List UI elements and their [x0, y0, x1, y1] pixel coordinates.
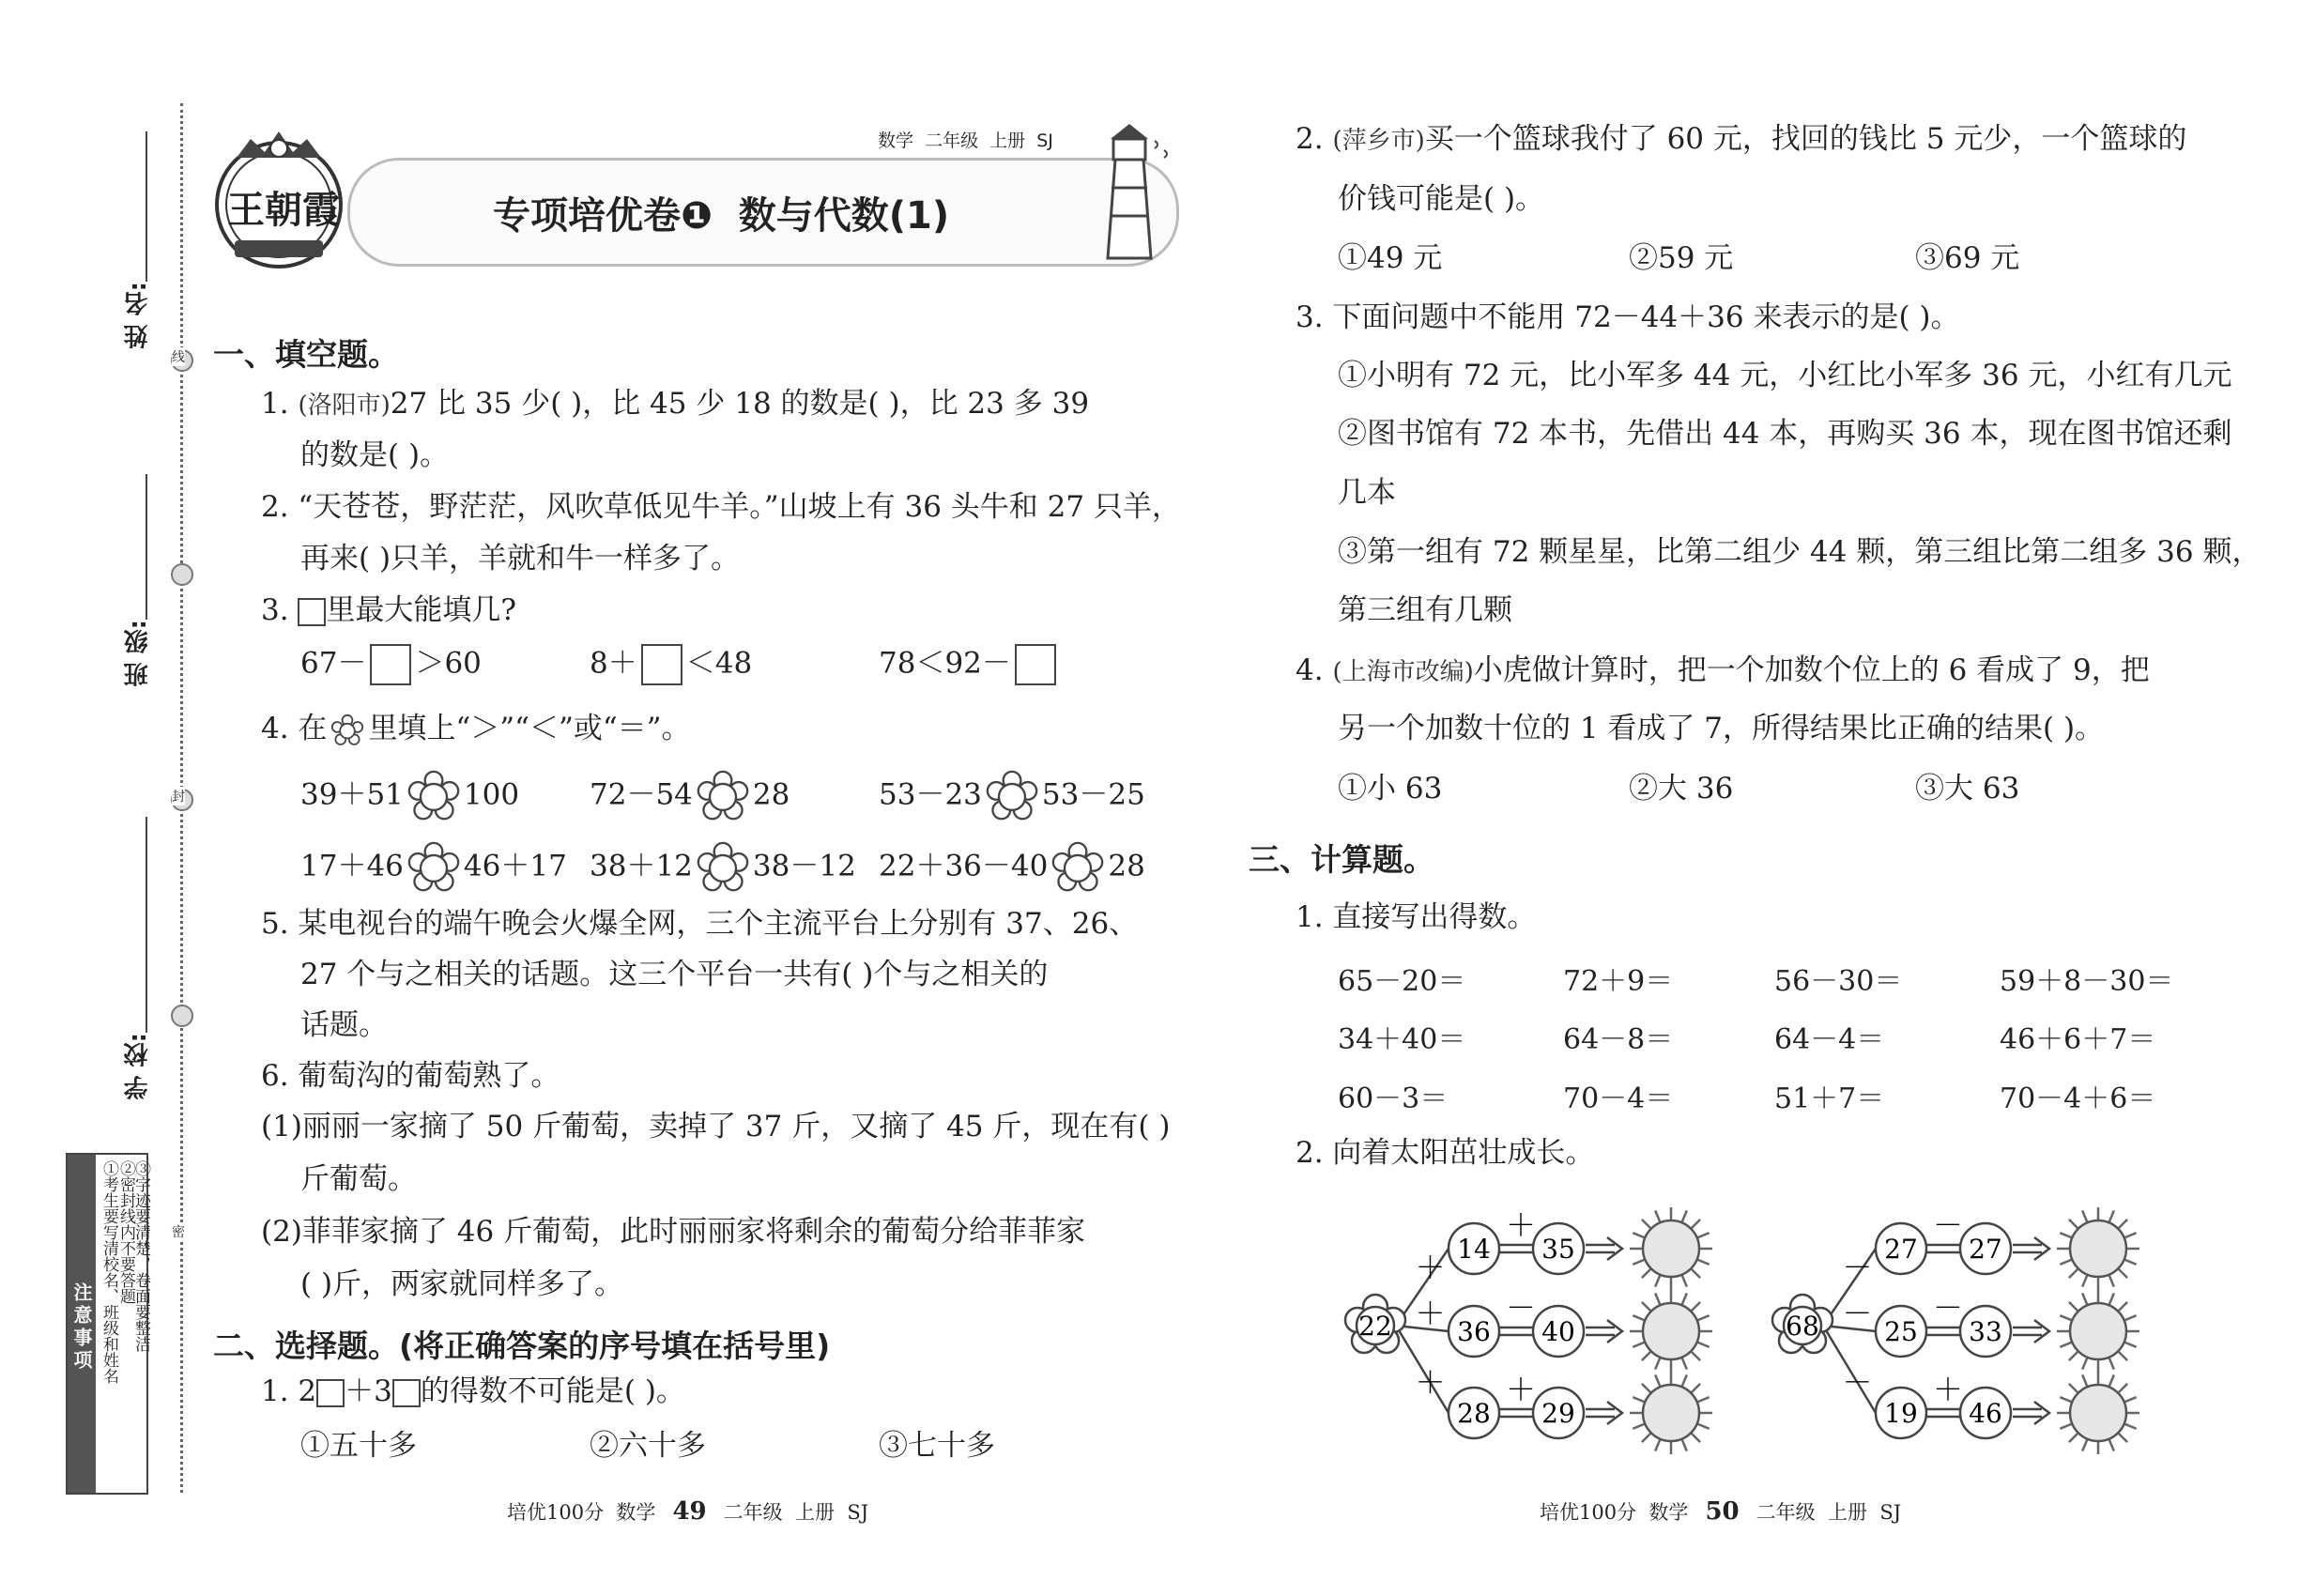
sun-icon: [1643, 1385, 1699, 1441]
branch-operator: ＋: [1415, 1364, 1446, 1401]
circle-number: 33: [1969, 1316, 2002, 1347]
calc-item: 56－30＝: [1774, 965, 1903, 998]
branch-operator: ＋: [1415, 1296, 1446, 1331]
connector-operator: －: [1506, 1290, 1537, 1326]
sun-ray: [2124, 1423, 2137, 1428]
compare-left: 22＋36－40: [879, 849, 1049, 883]
answer-box[interactable]: [370, 644, 411, 685]
c1-option[interactable]: ②六十多: [590, 1429, 706, 1463]
c3-option-3[interactable]: ③第一组有 72 颗星星，比第二组少 44 颗，第三组比第二组多 36 颗，: [1338, 535, 2262, 569]
q4-row-1: [300, 770, 519, 822]
sun-ray: [1633, 1315, 1645, 1320]
sun-ray: [2060, 1233, 2072, 1237]
compare-right: 28: [1108, 849, 1145, 883]
footer-left: [507, 1497, 868, 1526]
calc-item: 51＋7＝: [1774, 1082, 1885, 1115]
c1-option[interactable]: ③七十多: [879, 1429, 995, 1463]
q2-text: 2. “天苍苍，野茫茫，风吹草低见牛羊。”山坡上有 36 头牛和 27 只羊，: [261, 490, 1181, 524]
compare-right: 38－12: [752, 849, 856, 883]
page-number-left: 49: [672, 1497, 707, 1526]
k1-text: 1. 直接写出得数。: [1296, 900, 1537, 934]
arrow-head-icon: [1607, 1237, 1622, 1260]
circle-number: 46: [1969, 1398, 2002, 1429]
footer-right: [1540, 1497, 1901, 1526]
q4-text-post: 里填上“＞”“＜”或“＝”。: [368, 712, 691, 745]
q1-source: (洛阳市): [298, 391, 391, 420]
sun-ray: [1655, 1293, 1660, 1305]
c3-option-1[interactable]: ①小明有 72 元，比小军多 44 元，小红比小军多 36 元，小红有几元: [1338, 359, 2232, 392]
connector-operator: ＋: [1506, 1207, 1537, 1243]
calc-item: 64－8＝: [1563, 1023, 1674, 1056]
sun-icon: [2070, 1303, 2126, 1359]
sun-icon: [1643, 1303, 1699, 1359]
sun-ray: [1642, 1384, 1651, 1393]
q3-line: [261, 591, 516, 629]
sun-ray: [2060, 1342, 2072, 1346]
c3-text: 3. 下面问题中不能用 72－44＋36 来表示的是( )。: [1296, 300, 1960, 334]
sun-ray: [1697, 1233, 1710, 1237]
section-fill-blank: 一、填空题。: [213, 336, 399, 373]
calc-item: 64－4＝: [1774, 1023, 1885, 1056]
c2-text: 买一个篮球我付了 60 元，找回的钱比 5 元少，一个篮球的: [1424, 122, 2187, 156]
brand-logo-text: 王朝霞: [227, 188, 340, 232]
sun-ray: [2108, 1358, 2113, 1370]
sun-ray: [2060, 1315, 2072, 1320]
q3-number: 3.: [261, 593, 299, 627]
calc-item: 59＋8－30＝: [2000, 965, 2174, 998]
sun-ray: [2118, 1384, 2127, 1393]
sun-ray: [1642, 1302, 1651, 1312]
arrow-head-icon: [1607, 1402, 1622, 1424]
circle-number: 35: [1541, 1234, 1575, 1265]
square-blank-icon: [392, 1379, 421, 1407]
sun-ray: [2108, 1210, 2113, 1222]
footer-left-text2: 二年级 上册 SJ: [723, 1501, 869, 1524]
sun-ray: [2069, 1220, 2078, 1229]
square-blank-icon: [298, 598, 326, 626]
page-number-right: 50: [1705, 1497, 1740, 1526]
c2-text-cont: 价钱可能是( )。: [1338, 182, 1545, 216]
square-blank-icon: [316, 1379, 345, 1407]
flower-blank-icon[interactable]: [697, 841, 749, 894]
sun-icon: [2070, 1385, 2126, 1441]
circle-number: 27: [1884, 1234, 1918, 1265]
compare-right: 100: [463, 777, 520, 812]
sun-ray: [1655, 1275, 1660, 1287]
sun-ray: [1681, 1439, 1686, 1451]
sun-ray: [1655, 1358, 1660, 1370]
calc-item: 70－4＝: [1563, 1082, 1674, 1115]
c3-option-2-cont: 几本: [1338, 476, 1396, 510]
sun-ray: [2082, 1275, 2087, 1287]
c2-line: 2. (萍乡市)买一个篮球我付了 60 元，找回的钱比 5 元少，一个篮球的: [1296, 122, 2187, 156]
circle-number: 19: [1884, 1398, 1918, 1429]
sun-ray: [2118, 1351, 2127, 1360]
c2-option[interactable]: ②59 元: [1629, 241, 1734, 275]
flower-blank-icon[interactable]: [407, 770, 460, 822]
q3-expr-3-left: 78＜92－: [879, 646, 1011, 681]
footer-left-text: 培优100分 数学: [507, 1501, 656, 1524]
circle-number: 36: [1457, 1316, 1491, 1347]
q5-text-cont: 27 个与之相关的话题。这三个平台一共有( )个与之相关的: [300, 958, 1049, 991]
compare-left: 17＋46: [300, 849, 404, 883]
q1-line: 1. (洛阳市)27 比 35 少( )，比 45 少 18 的数是( )，比 23 多 39: [261, 387, 1090, 421]
connector-operator: ＋: [1506, 1372, 1537, 1407]
lighthouse-icon: [1078, 122, 1181, 263]
q5-text: 5. 某电视台的端午晚会火爆全网，三个主流平台上分别有 37、26、: [261, 907, 1139, 941]
sun-ray: [1642, 1268, 1651, 1278]
notice-item: ③字迹要清楚，卷面要整洁: [131, 1160, 150, 1352]
q4-text-pre: 4. 在: [261, 712, 328, 745]
c4-line: 4. (上海市改编)小虎做计算时，把一个加数个位上的 6 看成了 9，把: [1296, 653, 2150, 687]
q4-line: [261, 710, 691, 747]
sun-ray: [2082, 1210, 2087, 1222]
sun-ray: [1697, 1259, 1710, 1264]
q3-expr-2-right: ＜48: [685, 646, 753, 681]
notice-item: ①考生要写清校名、班级和姓名: [100, 1160, 118, 1384]
circle-number: 28: [1457, 1398, 1491, 1429]
flower-blank-icon[interactable]: [986, 770, 1038, 822]
c4-option[interactable]: ②大 36: [1629, 772, 1734, 806]
c4-text: 小虎做计算时，把一个加数个位上的 6 看成了 9，把: [1473, 653, 2150, 687]
sun-ray: [1642, 1433, 1651, 1442]
c1-text-post: 的得数不可能是( )。: [420, 1374, 685, 1408]
q1-text: 27 比 35 少( )，比 45 少 18 的数是( )，比 23 多 39: [390, 387, 1090, 421]
c4-text-cont: 另一个加数十位的 1 看成了 7，所得结果比正确的结果( )。: [1338, 712, 2105, 745]
q4-row-2: [879, 841, 1145, 894]
q1-text-cont: 的数是( )。: [300, 438, 450, 472]
sun-ray: [1691, 1268, 1700, 1278]
c4-option[interactable]: ①小 63: [1338, 772, 1443, 806]
sun-ray: [2118, 1220, 2127, 1229]
compare-right: 28: [752, 777, 790, 812]
flower-icon: [330, 714, 364, 747]
arrow-head-icon: [2034, 1402, 2049, 1424]
class-underline: [146, 474, 147, 620]
circle-number: 25: [1884, 1316, 1918, 1347]
sun-icon: [1643, 1220, 1699, 1277]
c3-option-3-cont: 第三组有几颗: [1338, 593, 1512, 627]
answer-box[interactable]: [1015, 644, 1056, 685]
sun-ray: [1633, 1397, 1645, 1402]
sun-ray: [1697, 1397, 1710, 1402]
sun-ray: [2118, 1302, 2127, 1312]
circle-number: 40: [1541, 1316, 1575, 1347]
answer-box[interactable]: [641, 644, 682, 685]
compare-left: 39＋51: [300, 777, 404, 812]
footer-right-text2: 二年级 上册 SJ: [1756, 1501, 1902, 1524]
connector-operator: －: [1933, 1290, 1964, 1326]
c1-option[interactable]: ①五十多: [300, 1429, 417, 1463]
sun-ray: [1642, 1220, 1651, 1229]
sun-ray: [2124, 1342, 2137, 1346]
c2-option[interactable]: ③69 元: [1915, 241, 2020, 275]
q3-expr-1-right: ＞60: [415, 646, 482, 681]
sun-growth-diagram: [1314, 1174, 2159, 1474]
sun-ray: [1633, 1259, 1645, 1264]
connector-operator: －: [1933, 1207, 1964, 1243]
q6-2-text-cont: ( )斤，两家就同样多了。: [300, 1267, 624, 1301]
sun-ray: [1681, 1210, 1686, 1222]
sun-ray: [1697, 1423, 1710, 1428]
sun-ray: [2108, 1275, 2113, 1287]
q2-text-cont: 再来( )只羊，羊就和牛一样多了。: [300, 542, 741, 575]
sun-ray: [1691, 1384, 1700, 1393]
compare-left: 72－54: [590, 777, 693, 812]
sun-ray: [2082, 1374, 2087, 1387]
sun-ray: [2118, 1433, 2127, 1442]
sun-ray: [1681, 1374, 1686, 1387]
sun-ray: [2069, 1268, 2078, 1278]
sun-ray: [2124, 1315, 2137, 1320]
connector-operator: ＋: [1933, 1372, 1964, 1407]
compare-left: 38＋12: [590, 849, 693, 883]
sun-ray: [2060, 1259, 2072, 1264]
sun-ray: [2060, 1423, 2072, 1428]
sun-ray: [2124, 1233, 2137, 1237]
section-choice: 二、选择题。(将正确答案的序号填在括号里): [213, 1327, 831, 1364]
q3-expr-2: [590, 644, 752, 685]
sun-ray: [1691, 1351, 1700, 1360]
notice-box: [66, 1153, 148, 1495]
q6-text: 6. 葡萄沟的葡萄熟了。: [261, 1059, 560, 1093]
flower-number: 68: [1786, 1311, 1819, 1342]
c1-text-pre: 1. 2: [261, 1374, 317, 1408]
c1-text-mid: ＋3: [345, 1374, 392, 1408]
q3-text: 里最大能填几?: [326, 593, 517, 627]
arrow-head-icon: [2034, 1237, 2049, 1260]
class-label: 班 级:: [124, 620, 152, 687]
sun-ray: [1633, 1423, 1645, 1428]
flower-blank-icon[interactable]: [1051, 841, 1104, 894]
q3-expr-1-left: 67－: [300, 646, 367, 681]
sun-ray: [1691, 1220, 1700, 1229]
sun-ray: [2082, 1358, 2087, 1370]
section-calculation: 三、计算题。: [1249, 841, 1434, 878]
sun-ray: [1697, 1342, 1710, 1346]
sun-ray: [2069, 1302, 2078, 1312]
school-underline: [146, 817, 147, 1033]
sun-ray: [1691, 1433, 1700, 1442]
q3-expr-2-left: 8＋: [590, 646, 637, 681]
calc-item: 46＋6＋7＝: [2000, 1023, 2156, 1056]
flower-blank-icon[interactable]: [697, 770, 749, 822]
q4-row-2: [300, 841, 567, 894]
sun-ray: [1697, 1315, 1710, 1320]
sun-ray: [1655, 1439, 1660, 1451]
notice-title: 注意事项: [68, 1155, 96, 1493]
c4-source: (上海市改编): [1332, 658, 1474, 686]
sun-ray: [1681, 1293, 1686, 1305]
seal-mark-icon: [171, 563, 193, 586]
c1-line: [261, 1373, 685, 1410]
sun-ray: [2069, 1384, 2078, 1393]
seal-mark-icon: [171, 1005, 193, 1027]
name-underline: [146, 131, 147, 282]
calc-item: 70－4＋6＝: [2000, 1082, 2156, 1115]
calc-item: 72＋9＝: [1563, 965, 1674, 998]
sun-ray: [2069, 1351, 2078, 1360]
q4-row-1: [879, 770, 1145, 822]
flower-blank-icon[interactable]: [407, 841, 460, 894]
sun-ray: [1691, 1302, 1700, 1312]
c4-option[interactable]: ③大 63: [1915, 772, 2020, 806]
sun-ray: [2108, 1374, 2113, 1387]
sun-ray: [2108, 1439, 2113, 1451]
k2-text: 2. 向着太阳茁壮成长。: [1296, 1136, 1595, 1170]
margin-mark-mi: 密: [172, 1222, 185, 1241]
q3-expr-1: [300, 644, 482, 685]
q4-row-2: [590, 841, 856, 894]
branch-operator: ＋: [1415, 1250, 1446, 1285]
branch-operator: －: [1842, 1296, 1873, 1331]
sun-ray: [1642, 1351, 1651, 1360]
compare-left: 53－23: [879, 777, 982, 812]
c2-source: (萍乡市): [1332, 127, 1425, 155]
sun-ray: [1681, 1275, 1686, 1287]
c2-option[interactable]: ①49 元: [1338, 241, 1443, 275]
q3-expr-3: [879, 644, 1060, 685]
q6-1-text: (1)丽丽一家摘了 50 斤葡萄，卖掉了 37 斤，又摘了 45 斤，现在有( ): [261, 1110, 1171, 1143]
q4-row-1: [590, 770, 790, 822]
sun-ray: [1655, 1210, 1660, 1222]
compare-right: 46＋17: [463, 849, 567, 883]
calc-item: 65－20＝: [1338, 965, 1466, 998]
sun-ray: [2108, 1293, 2113, 1305]
margin-mark-xian: 线: [172, 347, 185, 366]
q5-text-cont: 话题。: [300, 1008, 388, 1042]
sun-ray: [1633, 1233, 1645, 1237]
sun-ray: [2082, 1439, 2087, 1451]
sun-ray: [2124, 1397, 2137, 1402]
compare-right: 53－25: [1041, 777, 1145, 812]
calc-item: 60－3＝: [1338, 1082, 1449, 1115]
calc-item: 34＋40＝: [1338, 1023, 1466, 1056]
branch-operator: －: [1842, 1364, 1873, 1401]
arrow-head-icon: [2034, 1320, 2049, 1343]
branch-operator: －: [1842, 1250, 1873, 1285]
margin-mark-feng: 封: [172, 787, 185, 806]
sun-ray: [2069, 1433, 2078, 1442]
q6-2-text: (2)菲菲家摘了 46 斤葡萄，此时丽丽家将剩余的葡萄分给菲菲家: [261, 1215, 1086, 1249]
sun-icon: [2070, 1220, 2126, 1277]
circle-number: 29: [1541, 1398, 1575, 1429]
sun-ray: [2060, 1397, 2072, 1402]
circle-number: 14: [1457, 1234, 1491, 1265]
sun-ray: [1633, 1342, 1645, 1346]
sun-ray: [2082, 1293, 2087, 1305]
sun-ray: [1655, 1374, 1660, 1387]
page-title: 专项培优卷❶ 数与代数(1): [493, 194, 950, 238]
q6-1-text-cont: 斤葡萄。: [300, 1162, 417, 1196]
sun-ray: [2118, 1268, 2127, 1278]
arrow-head-icon: [1607, 1320, 1622, 1343]
header-tag: 数学 二年级 上册 SJ: [878, 130, 1053, 151]
footer-right-text: 培优100分 数学: [1540, 1501, 1689, 1524]
circle-number: 27: [1969, 1234, 2002, 1265]
sun-ray: [1681, 1358, 1686, 1370]
flower-number: 22: [1358, 1311, 1392, 1342]
school-label: 学 校:: [124, 1033, 152, 1100]
sun-ray: [2124, 1259, 2137, 1264]
notice-item: ②密封线内不要答题: [116, 1160, 135, 1304]
name-label: 姓 名:: [124, 282, 152, 349]
c3-option-2[interactable]: ②图书馆有 72 本书，先借出 44 本，再购买 36 本，现在图书馆还剩: [1338, 417, 2232, 451]
